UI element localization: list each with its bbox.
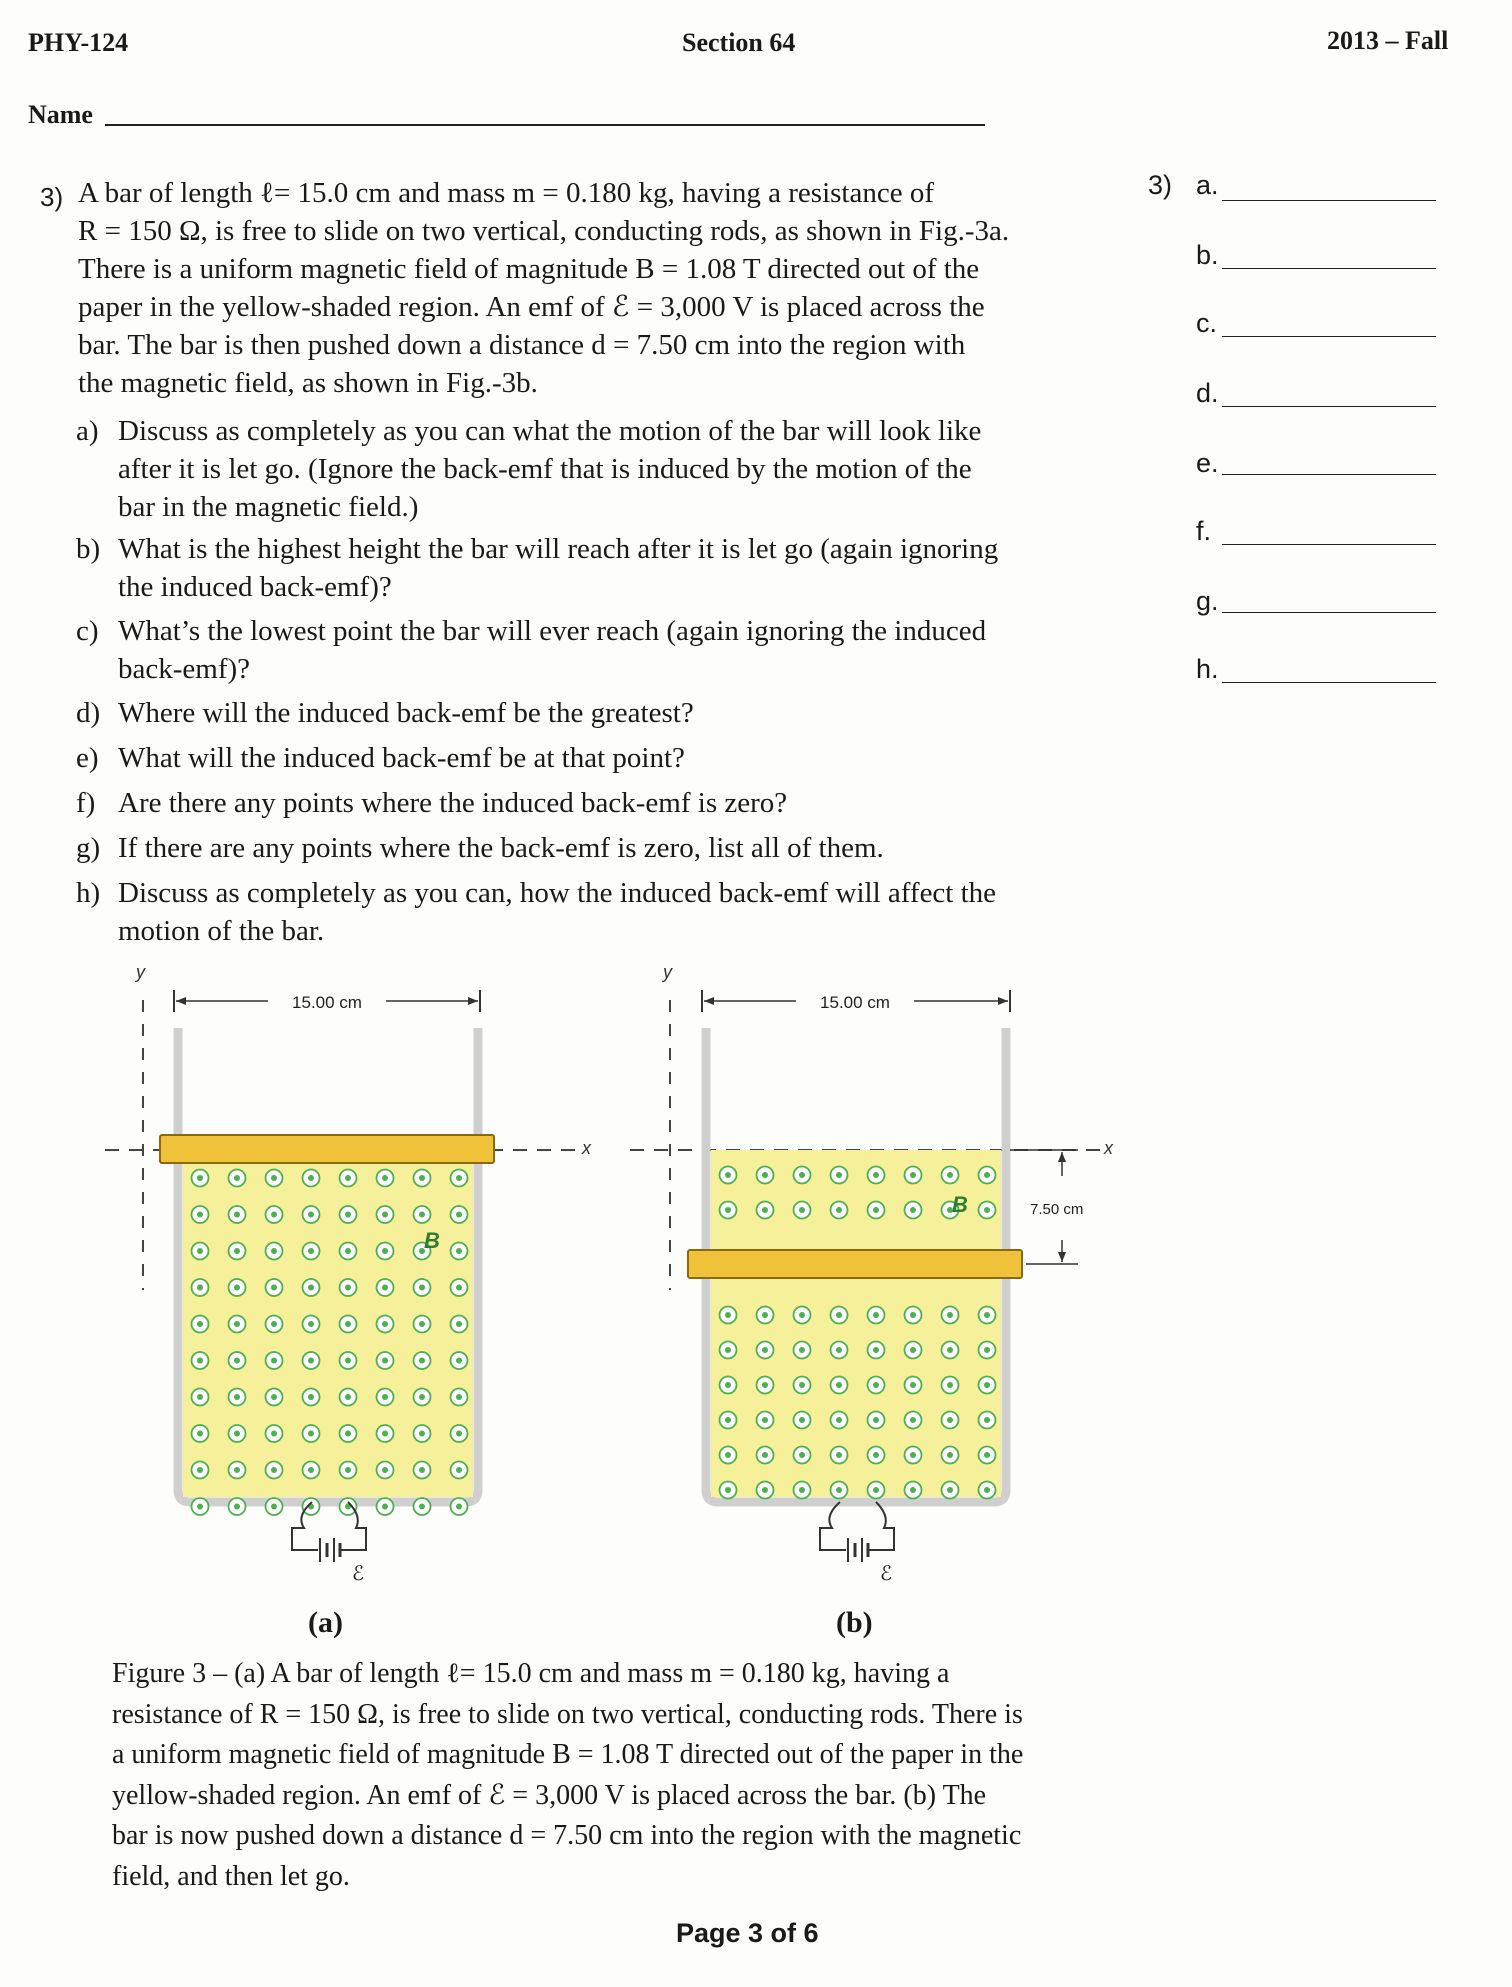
- field-dot-icon: [377, 1425, 394, 1442]
- field-dot-icon: [757, 1447, 774, 1464]
- field-dot-icon: [451, 1206, 468, 1223]
- field-dot-icon: [451, 1316, 468, 1333]
- field-dot-icon: [831, 1412, 848, 1429]
- field-symbol: B: [424, 1228, 440, 1253]
- field-dot-icon: [377, 1243, 394, 1260]
- answer-field-d[interactable]: [1222, 406, 1436, 407]
- field-dot-icon: [229, 1206, 246, 1223]
- field-dot-icon: [303, 1462, 320, 1479]
- field-dot-icon: [905, 1412, 922, 1429]
- field-dot-icon: [868, 1202, 885, 1219]
- caption-line: a uniform magnetic field of magnitude B = 1.08 T directed out of the paper in the: [112, 1739, 1024, 1770]
- field-dot-icon: [757, 1202, 774, 1219]
- field-dot-icon: [192, 1243, 209, 1260]
- field-dot-icon: [831, 1377, 848, 1394]
- field-dot-icon: [868, 1342, 885, 1359]
- field-dot-icon: [340, 1389, 357, 1406]
- field-dot-icon: [979, 1202, 996, 1219]
- field-dot-icon: [757, 1412, 774, 1429]
- field-dot-icon: [942, 1412, 959, 1429]
- caption-line: yellow-shaded region. An emf of ℰ = 3,000 V is placed across the bar. (b) The: [112, 1779, 987, 1811]
- field-dot-icon: [377, 1498, 394, 1515]
- field-dot-icon: [794, 1342, 811, 1359]
- width-label: 15.00 cm: [292, 993, 362, 1012]
- field-dot-icon: [266, 1316, 283, 1333]
- field-dot-icon: [266, 1243, 283, 1260]
- sliding-bar: [688, 1250, 1022, 1278]
- distance-label: 7.50 cm: [1030, 1201, 1084, 1218]
- field-dot-icon: [794, 1377, 811, 1394]
- field-dot-icon: [942, 1447, 959, 1464]
- field-dot-icon: [303, 1352, 320, 1369]
- part-label: g): [76, 832, 101, 864]
- field-dot-icon: [340, 1462, 357, 1479]
- field-dot-icon: [720, 1377, 737, 1394]
- answer-field-h[interactable]: [1222, 682, 1436, 683]
- arrow-icon: [1058, 1152, 1066, 1162]
- answer-field-e[interactable]: [1222, 474, 1436, 475]
- field-dot-icon: [303, 1389, 320, 1406]
- field-dot-icon: [192, 1389, 209, 1406]
- field-dot-icon: [229, 1316, 246, 1333]
- field-dot-icon: [831, 1447, 848, 1464]
- caption-line: Figure 3 – (a) A bar of length ℓ= 15.0 cm and mass m = 0.180 kg, having a: [112, 1658, 950, 1689]
- field-dot-icon: [451, 1389, 468, 1406]
- part-line: after it is let go. (Ignore the back-emf that is induced by the motion of the: [118, 453, 972, 485]
- emf-symbol: ℰ: [352, 1563, 365, 1585]
- part-label: h): [76, 877, 101, 909]
- field-dot-icon: [757, 1167, 774, 1184]
- field-dot-icon: [192, 1206, 209, 1223]
- panel-a-label: (a): [308, 1606, 343, 1639]
- field-dot-icon: [720, 1307, 737, 1324]
- field-dot-icon: [905, 1342, 922, 1359]
- field-dot-icon: [720, 1342, 737, 1359]
- field-dot-icon: [979, 1447, 996, 1464]
- part-label: d): [76, 697, 101, 729]
- arrow-icon: [468, 997, 478, 1005]
- field-dot-icon: [720, 1202, 737, 1219]
- field-symbol: B: [952, 1192, 968, 1217]
- question-3: [40, 174, 1120, 964]
- question-intro: [78, 174, 1138, 402]
- field-dot-icon: [229, 1170, 246, 1187]
- field-dot-icon: [794, 1307, 811, 1324]
- field-dot-icon: [794, 1447, 811, 1464]
- field-dot-icon: [229, 1498, 246, 1515]
- answer-label-h: h.: [1196, 654, 1219, 684]
- course-code: PHY-124: [28, 28, 129, 57]
- answer-label-e: e.: [1196, 448, 1219, 478]
- part-line: If there are any points where the back-emf is zero, list all of them.: [118, 832, 884, 864]
- field-dot-icon: [979, 1342, 996, 1359]
- part-line: the induced back-emf)?: [118, 571, 392, 603]
- field-dot-icon: [720, 1447, 737, 1464]
- field-dot-icon: [303, 1243, 320, 1260]
- arrow-icon: [998, 997, 1008, 1005]
- field-dot-icon: [451, 1425, 468, 1442]
- intro-line: There is a uniform magnetic field of magnitude B = 1.08 T directed out of the: [78, 253, 980, 285]
- name-field[interactable]: [105, 124, 985, 126]
- field-dot-icon: [720, 1412, 737, 1429]
- arrow-icon: [704, 997, 714, 1005]
- answer-label-f: f.: [1196, 516, 1212, 546]
- field-dot-icon: [340, 1170, 357, 1187]
- field-dot-icon: [266, 1389, 283, 1406]
- answer-field-f[interactable]: [1222, 544, 1436, 545]
- field-dot-icon: [868, 1412, 885, 1429]
- field-dot-icon: [831, 1307, 848, 1324]
- field-dot-icon: [451, 1243, 468, 1260]
- field-dot-icon: [720, 1167, 737, 1184]
- field-dot-icon: [377, 1352, 394, 1369]
- term-label: 2013 – Fall: [1327, 26, 1449, 55]
- field-dot-icon: [451, 1279, 468, 1296]
- field-dot-icon: [266, 1170, 283, 1187]
- field-dot-icon: [192, 1279, 209, 1296]
- part-label: a): [76, 415, 99, 447]
- field-dot-icon: [942, 1342, 959, 1359]
- x-axis-label: x: [1104, 1138, 1113, 1158]
- field-dot-icon: [414, 1279, 431, 1296]
- field-dot-icon: [303, 1170, 320, 1187]
- field-dot-icon: [942, 1377, 959, 1394]
- figure-3: [0, 950, 1512, 1610]
- part-line: Discuss as completely as you can, how the induced back-emf will affect the: [118, 877, 997, 909]
- field-dot-icon: [229, 1243, 246, 1260]
- field-dot-icon: [942, 1482, 959, 1499]
- answer-label-c: c.: [1196, 308, 1218, 338]
- field-dot-icon: [905, 1447, 922, 1464]
- intro-line: paper in the yellow-shaded region. An emf of ℰ = 3,000 V is placed across the: [78, 291, 985, 323]
- field-dot-icon: [192, 1462, 209, 1479]
- field-dot-icon: [794, 1482, 811, 1499]
- answer-field-b[interactable]: [1222, 268, 1436, 269]
- field-dot-icon: [831, 1167, 848, 1184]
- field-dot-icon: [303, 1206, 320, 1223]
- field-dot-icon: [192, 1316, 209, 1333]
- part-label: e): [76, 742, 99, 774]
- field-dot-icon: [905, 1307, 922, 1324]
- arrow-icon: [1058, 1252, 1066, 1262]
- field-dot-icon: [192, 1498, 209, 1515]
- figure-panel-b: [630, 962, 1114, 1585]
- field-dot-icon: [905, 1377, 922, 1394]
- part-line: What will the induced back-emf be at that point?: [118, 742, 685, 774]
- arrow-icon: [176, 997, 186, 1005]
- section-label: Section 64: [682, 28, 796, 57]
- answer-field-g[interactable]: [1222, 612, 1436, 613]
- field-dot-icon: [377, 1316, 394, 1333]
- part-label: b): [76, 533, 101, 565]
- field-dot-icon: [831, 1342, 848, 1359]
- answer-label-a: a.: [1196, 170, 1219, 200]
- field-dot-icon: [868, 1447, 885, 1464]
- field-dot-icon: [229, 1389, 246, 1406]
- caption-line: resistance of R = 150 Ω, is free to slide on two vertical, conducting rods. There is: [112, 1698, 1023, 1730]
- answer-number: 3): [1148, 170, 1173, 200]
- field-dot-icon: [229, 1279, 246, 1296]
- emf-wire: [868, 1502, 894, 1550]
- y-axis-label: y: [663, 962, 672, 982]
- field-dot-icon: [414, 1352, 431, 1369]
- part-line: Discuss as completely as you can what the motion of the bar will look like: [118, 415, 982, 447]
- field-dot-icon: [266, 1462, 283, 1479]
- field-dot-icon: [414, 1389, 431, 1406]
- part-line: Where will the induced back-emf be the greatest?: [118, 697, 694, 729]
- field-dot-icon: [979, 1167, 996, 1184]
- field-dot-icon: [266, 1279, 283, 1296]
- part-label: c): [76, 615, 99, 647]
- part-line: motion of the bar.: [118, 915, 325, 947]
- field-dot-icon: [905, 1167, 922, 1184]
- intro-line: R = 150 Ω, is free to slide on two vertical, conducting rods, as shown in Fig.-3a.: [78, 215, 1010, 247]
- part-line: back-emf)?: [118, 653, 251, 685]
- field-dot-icon: [720, 1482, 737, 1499]
- field-dot-icon: [340, 1279, 357, 1296]
- field-dot-icon: [905, 1202, 922, 1219]
- field-dot-icon: [451, 1170, 468, 1187]
- field-dot-icon: [757, 1307, 774, 1324]
- field-dot-icon: [414, 1206, 431, 1223]
- field-dot-icon: [979, 1412, 996, 1429]
- field-dot-icon: [451, 1462, 468, 1479]
- field-dot-icon: [794, 1167, 811, 1184]
- field-dot-icon: [229, 1352, 246, 1369]
- answer-label-b: b.: [1196, 240, 1219, 270]
- field-dot-icon: [757, 1342, 774, 1359]
- field-dot-icon: [377, 1206, 394, 1223]
- field-dot-icon: [340, 1243, 357, 1260]
- field-dot-icon: [868, 1167, 885, 1184]
- field-dot-icon: [377, 1170, 394, 1187]
- field-dot-icon: [451, 1498, 468, 1515]
- field-dot-icon: [340, 1498, 357, 1515]
- field-dot-icon: [303, 1498, 320, 1515]
- figure-caption: [112, 1654, 1112, 1897]
- field-dot-icon: [266, 1425, 283, 1442]
- field-dot-icon: [831, 1482, 848, 1499]
- field-dot-icon: [414, 1462, 431, 1479]
- field-dot-icon: [303, 1316, 320, 1333]
- field-dot-icon: [229, 1462, 246, 1479]
- field-dot-icon: [266, 1352, 283, 1369]
- question-number: 3): [40, 182, 64, 212]
- field-dot-icon: [377, 1279, 394, 1296]
- field-dot-icon: [340, 1425, 357, 1442]
- field-dot-icon: [979, 1377, 996, 1394]
- part-line: Are there any points where the induced back-emf is zero?: [118, 787, 788, 819]
- caption-line: field, and then let go.: [112, 1860, 350, 1892]
- figure-panel-a: [105, 962, 592, 1585]
- field-dot-icon: [794, 1412, 811, 1429]
- field-dot-icon: [340, 1316, 357, 1333]
- field-dot-icon: [868, 1377, 885, 1394]
- field-dot-icon: [414, 1170, 431, 1187]
- field-dot-icon: [979, 1307, 996, 1324]
- field-dot-icon: [340, 1352, 357, 1369]
- field-dot-icon: [340, 1206, 357, 1223]
- panel-b-label: (b): [836, 1606, 873, 1639]
- field-dot-icon: [868, 1307, 885, 1324]
- intro-line: A bar of length ℓ= 15.0 cm and mass m = 0.180 kg, having a resistance of: [78, 177, 935, 209]
- part-label: f): [76, 787, 96, 819]
- part-line: What is the highest height the bar will reach after it is let go (again ignoring: [118, 533, 999, 565]
- field-dot-icon: [794, 1202, 811, 1219]
- answer-field-c[interactable]: [1222, 336, 1436, 337]
- field-dot-icon: [868, 1482, 885, 1499]
- y-axis-label: y: [136, 962, 145, 982]
- field-dot-icon: [451, 1352, 468, 1369]
- field-dot-icon: [192, 1425, 209, 1442]
- field-dot-icon: [942, 1307, 959, 1324]
- intro-line: the magnetic field, as shown in Fig.-3b.: [78, 367, 538, 399]
- page-number: Page 3 of 6: [676, 1918, 819, 1948]
- name-label: Name: [28, 100, 93, 129]
- answer-label-g: g.: [1196, 586, 1219, 616]
- emf-symbol: ℰ: [880, 1563, 893, 1585]
- x-axis-label: x: [582, 1138, 591, 1158]
- answer-field-a[interactable]: [1222, 200, 1436, 201]
- field-dot-icon: [266, 1498, 283, 1515]
- field-dot-icon: [979, 1482, 996, 1499]
- width-label: 15.00 cm: [820, 993, 890, 1012]
- field-dot-icon: [266, 1206, 283, 1223]
- field-dot-icon: [414, 1425, 431, 1442]
- intro-line: bar. The bar is then pushed down a distance d = 7.50 cm into the region with: [78, 329, 966, 361]
- field-dot-icon: [303, 1425, 320, 1442]
- field-dot-icon: [414, 1316, 431, 1333]
- part-line: What’s the lowest point the bar will ever reach (again ignoring the induced: [118, 615, 987, 647]
- field-dot-icon: [192, 1352, 209, 1369]
- part-line: bar in the magnetic field.): [118, 491, 419, 523]
- field-dot-icon: [905, 1482, 922, 1499]
- caption-line: bar is now pushed down a distance d = 7.50 cm into the region with the magnetic: [112, 1820, 1022, 1851]
- field-dot-icon: [831, 1202, 848, 1219]
- field-dot-icon: [414, 1498, 431, 1515]
- field-dot-icon: [229, 1425, 246, 1442]
- field-dot-icon: [757, 1482, 774, 1499]
- field-dot-icon: [377, 1389, 394, 1406]
- field-dot-icon: [377, 1462, 394, 1479]
- answer-label-d: d.: [1196, 378, 1219, 408]
- field-dot-icon: [757, 1377, 774, 1394]
- emf-wire: [820, 1502, 846, 1550]
- field-dot-icon: [303, 1279, 320, 1296]
- field-dot-icon: [192, 1170, 209, 1187]
- field-dot-icon: [942, 1167, 959, 1184]
- sliding-bar: [160, 1135, 494, 1163]
